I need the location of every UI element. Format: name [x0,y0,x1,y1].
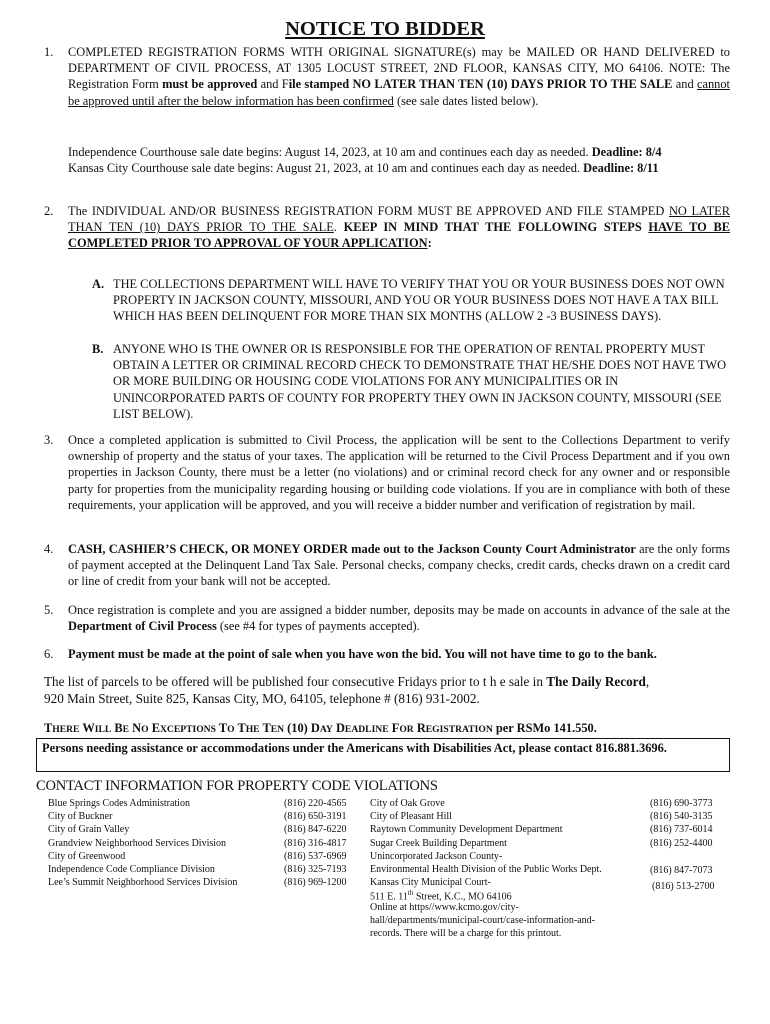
kc-address-sup: th [407,889,414,897]
contact-phone: (816) 847-6220 [284,824,347,836]
item-4-payment-bold: CASH, CASHIER’S CHECK, OR MONEY ORDER made out to the Jackson County Court Administrator [68,542,636,556]
exceptions-word-cap: D [335,721,345,735]
parcels-line-1 [44,673,734,690]
item-1-deadline-bold: ile stamped NO LATER THAN TEN (10) DAYS PRIOR TO THE SALE [288,77,673,92]
item-6-number: 6. [44,647,54,661]
contact-phone: (816) 650-3191 [284,811,347,823]
exceptions-word-rest: HE [245,724,260,735]
item-1-text [68,44,730,109]
kc-address-b: Street, K.C., MO 64106 [413,891,512,903]
exceptions-word-cap: T [218,721,228,735]
item-2-a-label: A. [92,277,105,291]
exceptions-word-rest: EADLINE [344,724,389,735]
exceptions-word-cap: F [391,721,400,735]
contact-name: City of Pleasant Hill [370,811,452,823]
exceptions-word-rest: XCEPTIONS [159,724,216,735]
parcels-comma: , [645,674,650,689]
item-5-dept-bold: Department of Civil Process [68,619,217,634]
contact-phone: (816) 513-2700 [652,881,715,893]
online-info-line: records. There will be a charge for this printout. [370,928,562,940]
exceptions-word [287,721,308,735]
kansas-city-deadline: Deadline: 8/11 [583,161,659,175]
item-2-text [68,203,730,252]
exceptions-word-cap: E [151,721,160,735]
item-1-text-b: and F [257,77,289,92]
exceptions-word-cap: N [132,721,142,735]
item-6-bold: Payment must be made at the point of sale when you have won the bid. You will not have time to go to the bank. [68,647,657,661]
contact-name: City of Buckner [48,811,113,823]
item-1-text-c: and [672,77,697,92]
no-exceptions-tail: per RSMo 141.550. [492,721,597,735]
exceptions-word-rest: O [227,724,235,735]
contact-phone: (816) 737-6014 [650,824,713,836]
contact-name: Sugar Creek Building Department [370,837,507,849]
item-1-text-d: (see sale dates listed below). [393,93,539,108]
kansas-city-sale-date [68,160,730,176]
contact-phone: (816) 316-4817 [284,837,347,849]
contact-phone: (816) 847-7073 [650,865,713,876]
item-2-bold-underlined: HAVE TO BE COMPLETED PRIOR TO APPROVAL OF YOUR APPLICATION [68,220,730,251]
item-2-b-label: B. [92,342,104,356]
item-2-keep-in-mind: KEEP IN MIND THAT THE FOLLOWING STEPS [343,220,649,235]
item-2-a-text: THE COLLECTIONS DEPARTMENT WILL HAVE TO VERIFY THAT YOU OR YOUR BUSINESS DOES NOT OWN PROPERTY IN JACKSON COUNTY, MISSOURI, AND YOU OR YOUR BUSINESS DOES NOT HAVE A TAX BILL WHICH HAS BEEN DELINQUENT FOR MORE THAN SIX MONTHS (ALLOW 2 -3 BUSINESS DAYS). [113,277,725,324]
contact-name: Grandview Neighborhood Services Division [48,837,227,849]
contact-section-title: CONTACT INFORMATION FOR PROPERTY CODE VIOLATIONS [36,778,438,794]
contact-phone: (816) 969-1200 [284,877,347,889]
item-2-colon: : [427,236,432,251]
exceptions-word [417,721,493,735]
item-4-text-a: are the only forms of payment accepted at the Delinquent Land Tax Sale. Personal checks, company checks, credit cards, checks drawn on a credit card or line of credit from your bank will not be accepted. [68,542,730,589]
exceptions-word-cap: B [114,721,123,735]
contact-phone: (816) 540-3135 [650,811,713,823]
contact-name: City of Grain Valley [48,824,130,836]
item-5-text-b: (see #4 for types of payments accepted). [216,619,420,634]
exceptions-word [82,721,111,735]
contact-name: Kansas City Municipal Court- [370,877,491,889]
no-exceptions-smallcaps [44,721,493,735]
item-2-text-b: . [333,220,344,235]
item-5-text-a: Once registration is complete and you are assigned a bidder number, deposits may be made on accounts in advance of the sale at the [68,603,730,617]
independence-sale-text: Independence Courthouse sale date begins: August 14, 2023, at 10 am and continues each day as needed. [68,145,592,159]
exceptions-word-cap: W [82,721,95,735]
exceptions-word-rest: HERE [52,724,80,735]
contact-phone: (816) 537-6969 [284,850,347,862]
parcels-text-a: The list of parcels to be offered will be published four consecutive Fridays prior to t h e sale in [44,674,547,689]
item-5-number: 5. [44,603,54,617]
contact-name: Lee’s Summit Neighborhood Services Division [48,877,238,889]
exceptions-word-rest: EGISTRATION [425,724,493,735]
item-1-text-a: COMPLETED REGISTRATION FORMS WITH ORIGINAL SIGNATURE(s) may be MAILED OR HAND DELIVERED to DEPARTMENT OF CIVIL PROCESS, AT 1305 LOCUST STREET, 2ND FLOOR, KANSAS CITY, MO 64106. NOTE: The Registration Form [68,45,730,92]
exceptions-word-rest: EN [270,724,285,735]
daily-record-bold: The Daily Record [546,674,646,689]
item-2-underlined: NO LATER THAN TEN (10) DAYS PRIOR TO THE SALE [68,204,730,235]
item-1-underlined: cannot be approved until after the below information has been confirmed [68,77,730,108]
exceptions-word-cap: T [262,721,271,735]
contact-name: Blue Springs Codes Administration [48,798,190,809]
ada-notice-box: Persons needing assistance or accommodations under the Americans with Disabilities Act, please contact 816.881.3696. [36,738,730,772]
independence-sale-date [68,144,730,160]
contact-name: City of Oak Grove [370,798,445,809]
contact-name: Raytown Community Development Department [370,824,563,836]
kansas-city-sale-text: Kansas City Courthouse sale date begins: August 21, 2023, at 10 am and continues each day as needed. [68,161,584,175]
item-1-number: 1. [44,45,54,59]
exceptions-word [114,721,129,735]
contact-phone: (816) 325-7193 [284,864,347,875]
item-2-number: 2. [44,204,54,218]
contact-name: Environmental Health Division of the Public Works Dept. [370,864,602,875]
exceptions-word-rest: O [141,724,149,735]
exceptions-word [237,721,259,735]
exceptions-word [262,721,284,735]
exceptions-word-cap: R [416,721,426,735]
page-title: NOTICE TO BIDDER [285,18,485,40]
contact-name: Independence Code Compliance Division [48,864,215,875]
exceptions-word [311,721,333,735]
exceptions-word-rest: OR [399,724,414,735]
independence-deadline: Deadline: 8/4 [591,145,662,159]
item-2-text-a: The INDIVIDUAL AND/OR BUSINESS REGISTRATION FORM MUST BE APPROVED AND FILE STAMPED [68,204,669,218]
exceptions-word-cap: D [310,721,320,735]
exceptions-word [392,721,414,735]
contact-phone: (816) 252-4400 [650,837,713,849]
parcels-line-2: 920 Main Street, Suite 825, Kansas City, MO, 64105, telephone # (816) 931-2002. [44,691,480,706]
exceptions-word [152,721,216,735]
exceptions-word [336,721,389,735]
online-info-line: Online at https//www.kcmo.gov/city- [370,902,519,913]
exceptions-word [219,721,235,735]
item-6-text [68,646,730,662]
item-4-number: 4. [44,542,54,556]
exceptions-word-rest: ILL [94,724,112,735]
exceptions-word-rest: E [122,724,130,735]
exceptions-word-cap: T [237,721,246,735]
item-2-b-text: ANYONE WHO IS THE OWNER OR IS RESPONSIBLE FOR THE OPERATION OF RENTAL PROPERTY MUST OBTAIN A LETTER OR CRIMINAL RECORD CHECK TO DEMONSTRATE THAT HE/SHE DOES NOT HAVE TWO OR MORE BUILDING OR HOUSING CODE VIOLATIONS FOR ANY MUNICIPALITIES OR IN UNINCORPORATED PARTS OF COUNTY FOR PROPERTY THEY OWN IN JACKSON COUNTY, MISSOURI (SEE LIST BELOW). [113,342,727,421]
exceptions-word-rest: AY [319,724,333,735]
no-exceptions-notice [44,720,597,738]
parcels-paragraph [44,673,734,707]
exceptions-word-cap: T [44,721,53,735]
kc-address-a: 511 E. 11 [370,891,408,903]
exceptions-word-cap: (10) [287,721,308,735]
item-1-approved-bold: must be approved [162,77,258,92]
contact-phone: (816) 690-3773 [650,798,713,809]
exceptions-word [44,721,79,735]
contact-phone: (816) 220-4565 [284,798,347,809]
online-info-line: hall/departments/municipal-court/case-information-and- [370,915,595,927]
contact-name: City of Greenwood [48,850,126,862]
item-5-text [68,602,730,634]
item-4-text [68,541,730,590]
item-3-number: 3. [44,433,54,447]
contact-name: Unincorporated Jackson County- [370,850,503,862]
item-3-text: Once a completed application is submitted to Civil Process, the application will be sent to the Collections Department to verify ownership of property and the status of your taxes. The application will be returned to the Civil Process Department and if you own properties in Jackson County, there must be a letter (no violations) and or criminal record check for any owner and or responsible party for properties from the municipality regarding housing or building code violations. If you are in compliance with both of these requirements, your application will be approved, and you will receive a bidder number and verification of registration by mail. [68,433,730,512]
exceptions-word [132,721,148,735]
